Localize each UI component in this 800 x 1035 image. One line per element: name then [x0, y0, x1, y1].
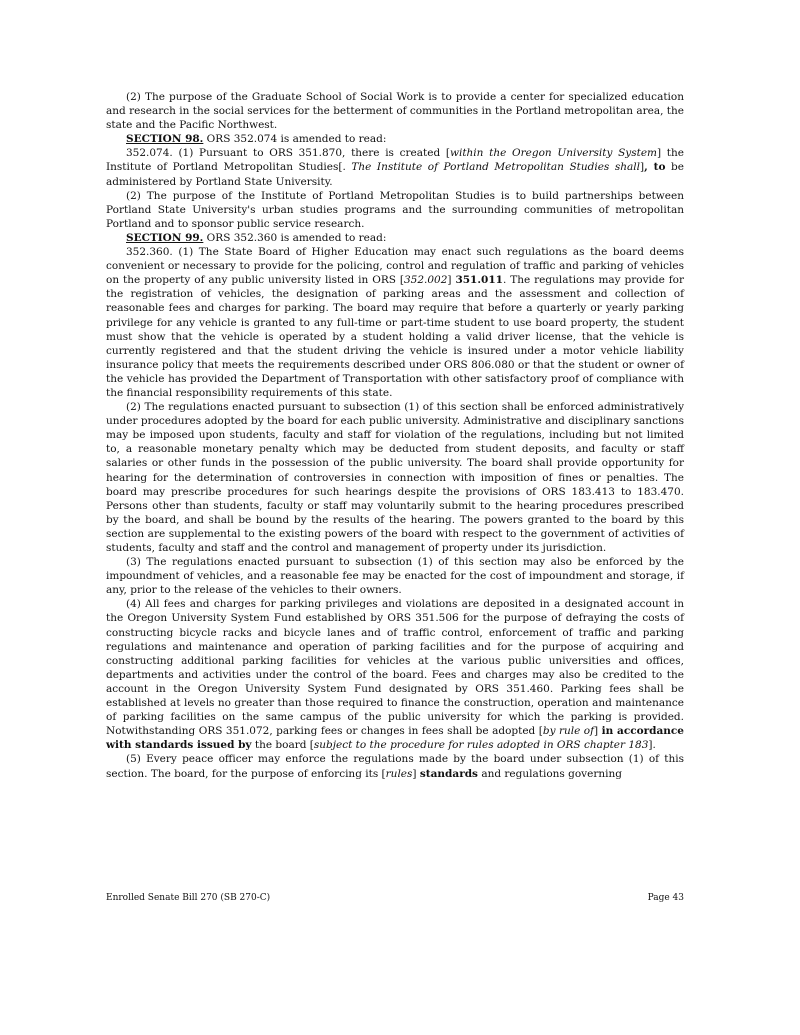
text-segment: (2) The regulations enacted pursuant to subsection (1) of this section shall be enforced administratively under procedures adopted by the board for each public university. Administrative and disciplinary sanctions may be imposed upon students, faculty and staff for violation of the regulations, including but not limited to, a reasonable monetary penalty which may be deducted from student deposits, and faculty or staff salaries or other funds in the possession of the public university. The board shall provide opportunity for hearing for the determination of controversies in connection with imposition of fines or penalties. The board may prescribe procedures for such hearings despite the provisions of ORS 183.413 to 183.470. Persons other than students, faculty or staff may voluntarily submit to the hearing procedures prescribed by the board, and shall be bound by the results of the hearing. The powers granted to the board by this section are supplemental to the existing powers of the board with respect to the government of activities of students, faculty and staff and the control and management of property under its jurisdiction. [106, 401, 684, 554]
text-segment: 351.011 [455, 274, 503, 287]
text-segment: (2) The purpose of the Graduate School of Social Work is to provide a center for specialized education and research in the social services for the betterment of communities in the Portland metropolitan area, the state and the Pacific Northwest. [106, 91, 684, 132]
text-segment: ORS 352.360 is amended to read: [203, 231, 387, 244]
text-segment: by rule of [542, 725, 595, 738]
section-heading: SECTION 98. [126, 133, 204, 146]
text-segment: within the Oregon University System [449, 147, 658, 160]
section-heading: SECTION 99. [126, 231, 204, 244]
paragraph [106, 752, 684, 780]
text-segment: and regulations governing [477, 767, 622, 780]
text-segment: in accordance with standards issued by [106, 725, 684, 752]
paragraph [106, 146, 684, 188]
paragraph [106, 245, 684, 400]
text-segment: ] [640, 161, 645, 174]
text-segment: 352.074. (1) Pursuant to ORS 351.870, there is created [ [126, 147, 450, 160]
text-segment: ] [447, 274, 456, 287]
text-segment: rules [385, 767, 413, 780]
paragraph [106, 132, 684, 146]
page-footer [106, 893, 684, 903]
text-segment: ] the Institute of Portland Metropolitan Studies[. [106, 147, 685, 174]
text-segment: (3) The regulations enacted pursuant to subsection (1) of this section may also be enforced by the impoundment of vehicles, and a reasonable fee may be enacted for the cost of impoundment and storage, if any, prior to the release of the vehicles to their owners. [106, 556, 684, 597]
text-segment: 352.360. (1) The State Board of Higher Education may enact such regulations as the board deems convenient or necessary to provide for the policing, control and regulation of traffic and parking of vehicles on the property of any public university listed in ORS [ [106, 246, 684, 287]
text-segment: (2) The purpose of the Institute of Portland Metropolitan Studies is to build partnerships between Portland State University's urban studies programs and the surrounding communities of metropolitan Portland and to sponsor public service research. [106, 189, 684, 230]
text-segment: ORS 352.074 is amended to read: [203, 133, 387, 146]
text-segment: . The regulations may provide for the registration of vehicles, the designation of parking areas and the assessment and collection of reasonable fees and charges for parking. The board may require that before a quarterly or yearly parking privilege for any vehicle is granted to any full-time or part-time student to use board property, the student must show that the vehicle is operated by a student holding a valid driver license, that the vehicle is currently registered and that the student driving the vehicle is insured under a motor vehicle liability insurance policy that meets the requirements described under ORS 806.080 or that the student or owner of the vehicle has provided the Department of Transportation with other satisfactory proof of compliance with the financial responsibility requirements of this state. [106, 274, 685, 399]
text-segment: ] [412, 767, 420, 780]
paragraph [106, 597, 684, 752]
text-segment: be administered by Portland State University. [106, 161, 684, 188]
text-segment: (5) Every peace officer may enforce the regulations made by the board under subsection (1) of this section. The board, for the purpose of enforcing its [ [106, 753, 684, 780]
text-segment: 352.002 [403, 274, 448, 287]
text-segment: ]. [648, 739, 656, 752]
paragraph [106, 555, 684, 597]
paragraph [106, 189, 684, 231]
body-text [106, 90, 684, 781]
text-segment: subject to the procedure for rules adopted in ORS chapter 183 [313, 739, 649, 752]
paragraph [106, 400, 684, 555]
footer-page-number: Page 43 [647, 893, 684, 903]
text-segment: , to [644, 161, 666, 174]
text-segment: (4) All fees and charges for parking privileges and violations are deposited in a designated account in the Oregon University System Fund established by ORS 351.506 for the purpose of defraying the costs of constructing bicycle racks and bicycle lanes and of traffic control, enforcement of traffic and parking regulations and maintenance and operation of parking facilities and for the purpose of acquiring and constructing additional parking facilities for vehicles at the various public universities and offices, departments and activities under the control of the board. Fees and charges may also be credited to the account in the Oregon University System Fund designated by ORS 351.460. Parking fees shall be established at levels no greater than those required to finance the construction, operation and maintenance of parking facilities on the same campus of the public university for which the parking is provided. Notwithstanding ORS 351.072, parking fees or changes in fees shall be adopted [ [106, 598, 684, 738]
text-segment: standards [419, 767, 478, 780]
text-segment: ] [594, 725, 602, 738]
paragraph [106, 231, 684, 245]
text-segment: the board [ [251, 739, 314, 752]
paragraph [106, 90, 684, 132]
footer-bill-name: Enrolled Senate Bill 270 (SB 270-C) [106, 893, 271, 903]
text-segment: The Institute of Portland Metropolitan Studies shall [351, 161, 640, 174]
